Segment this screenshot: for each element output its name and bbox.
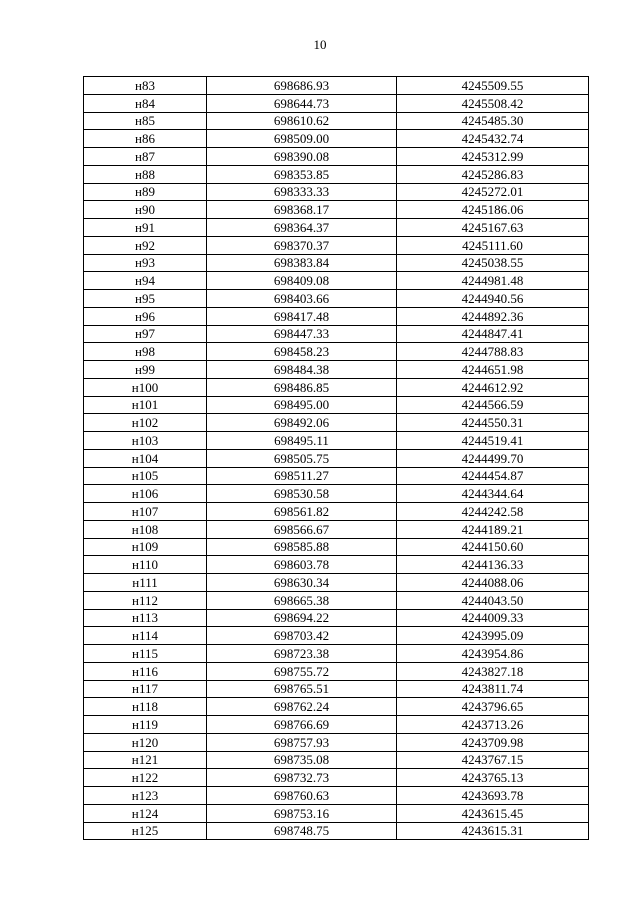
table-row [84,201,589,219]
x-coordinate-cell: 698748.75 [207,822,397,840]
coordinates-table [83,76,589,840]
point-name-cell: н120 [84,733,207,751]
table-row [84,94,589,112]
table-row [84,77,589,95]
y-coordinate-cell: 4244043.50 [397,591,589,609]
y-coordinate-cell: 4245508.42 [397,94,589,112]
y-coordinate-cell: 4244344.64 [397,485,589,503]
x-coordinate-cell: 698561.82 [207,503,397,521]
y-coordinate-cell: 4244566.59 [397,396,589,414]
point-name-cell: н92 [84,236,207,254]
x-coordinate-cell: 698458.23 [207,343,397,361]
y-coordinate-cell: 4243615.31 [397,822,589,840]
table-row [84,503,589,521]
y-coordinate-cell: 4243709.98 [397,733,589,751]
x-coordinate-cell: 698353.85 [207,165,397,183]
table-row [84,361,589,379]
table-row [84,272,589,290]
x-coordinate-cell: 698333.33 [207,183,397,201]
point-name-cell: н89 [84,183,207,201]
table-row [84,556,589,574]
table-row [84,130,589,148]
point-name-cell: н100 [84,378,207,396]
point-name-cell: н96 [84,307,207,325]
point-name-cell: н103 [84,432,207,450]
y-coordinate-cell: 4244499.70 [397,449,589,467]
y-coordinate-cell: 4244009.33 [397,609,589,627]
table-row [84,325,589,343]
point-name-cell: н99 [84,361,207,379]
table-row [84,627,589,645]
y-coordinate-cell: 4244189.21 [397,520,589,538]
y-coordinate-cell: 4245432.74 [397,130,589,148]
x-coordinate-cell: 698492.06 [207,414,397,432]
point-name-cell: н105 [84,467,207,485]
x-coordinate-cell: 698364.37 [207,219,397,237]
point-name-cell: н113 [84,609,207,627]
x-coordinate-cell: 698566.67 [207,520,397,538]
x-coordinate-cell: 698610.62 [207,112,397,130]
y-coordinate-cell: 4243811.74 [397,680,589,698]
point-name-cell: н119 [84,716,207,734]
point-name-cell: н90 [84,201,207,219]
y-coordinate-cell: 4244981.48 [397,272,589,290]
y-coordinate-cell: 4243767.15 [397,751,589,769]
y-coordinate-cell: 4244847.41 [397,325,589,343]
table-row [84,769,589,787]
table-row [84,378,589,396]
x-coordinate-cell: 698509.00 [207,130,397,148]
point-name-cell: н86 [84,130,207,148]
point-name-cell: н106 [84,485,207,503]
point-name-cell: н115 [84,645,207,663]
table-row [84,236,589,254]
coordinates-table-body [84,77,589,840]
y-coordinate-cell: 4244940.56 [397,290,589,308]
table-row [84,645,589,663]
point-name-cell: н123 [84,787,207,805]
y-coordinate-cell: 4244088.06 [397,574,589,592]
x-coordinate-cell: 698630.34 [207,574,397,592]
x-coordinate-cell: 698484.38 [207,361,397,379]
y-coordinate-cell: 4245167.63 [397,219,589,237]
point-name-cell: н125 [84,822,207,840]
table-row [84,290,589,308]
table-row [84,733,589,751]
y-coordinate-cell: 4243827.18 [397,662,589,680]
table-row [84,449,589,467]
x-coordinate-cell: 698753.16 [207,804,397,822]
point-name-cell: н102 [84,414,207,432]
point-name-cell: н98 [84,343,207,361]
x-coordinate-cell: 698409.08 [207,272,397,290]
y-coordinate-cell: 4244136.33 [397,556,589,574]
x-coordinate-cell: 698383.84 [207,254,397,272]
point-name-cell: н88 [84,165,207,183]
point-name-cell: н110 [84,556,207,574]
point-name-cell: н95 [84,290,207,308]
x-coordinate-cell: 698505.75 [207,449,397,467]
table-row [84,538,589,556]
x-coordinate-cell: 698486.85 [207,378,397,396]
table-row [84,485,589,503]
y-coordinate-cell: 4243796.65 [397,698,589,716]
table-row [84,414,589,432]
page-number: 10 [313,37,327,52]
y-coordinate-cell: 4244242.58 [397,503,589,521]
table-row [84,787,589,805]
y-coordinate-cell: 4244892.36 [397,307,589,325]
x-coordinate-cell: 698723.38 [207,645,397,663]
y-coordinate-cell: 4244612.92 [397,378,589,396]
table-row [84,574,589,592]
table-row [84,520,589,538]
x-coordinate-cell: 698368.17 [207,201,397,219]
x-coordinate-cell: 698686.93 [207,77,397,95]
x-coordinate-cell: 698766.69 [207,716,397,734]
x-coordinate-cell: 698403.66 [207,290,397,308]
table-row [84,112,589,130]
table-row [84,751,589,769]
table-row [84,662,589,680]
point-name-cell: н114 [84,627,207,645]
y-coordinate-cell: 4244454.87 [397,467,589,485]
x-coordinate-cell: 698757.93 [207,733,397,751]
y-coordinate-cell: 4245286.83 [397,165,589,183]
x-coordinate-cell: 698447.33 [207,325,397,343]
x-coordinate-cell: 698703.42 [207,627,397,645]
x-coordinate-cell: 698760.63 [207,787,397,805]
x-coordinate-cell: 698495.00 [207,396,397,414]
x-coordinate-cell: 698755.72 [207,662,397,680]
y-coordinate-cell: 4244150.60 [397,538,589,556]
point-name-cell: н122 [84,769,207,787]
y-coordinate-cell: 4243995.09 [397,627,589,645]
point-name-cell: н124 [84,804,207,822]
x-coordinate-cell: 698665.38 [207,591,397,609]
y-coordinate-cell: 4243765.13 [397,769,589,787]
point-name-cell: н94 [84,272,207,290]
point-name-cell: н104 [84,449,207,467]
y-coordinate-cell: 4245485.30 [397,112,589,130]
table-row [84,680,589,698]
table-row [84,804,589,822]
y-coordinate-cell: 4243615.45 [397,804,589,822]
y-coordinate-cell: 4244788.83 [397,343,589,361]
y-coordinate-cell: 4245038.55 [397,254,589,272]
x-coordinate-cell: 698417.48 [207,307,397,325]
x-coordinate-cell: 698603.78 [207,556,397,574]
point-name-cell: н84 [84,94,207,112]
table-row [84,432,589,450]
x-coordinate-cell: 698585.88 [207,538,397,556]
x-coordinate-cell: 698644.73 [207,94,397,112]
y-coordinate-cell: 4244519.41 [397,432,589,450]
y-coordinate-cell: 4245272.01 [397,183,589,201]
table-row [84,591,589,609]
x-coordinate-cell: 698495.11 [207,432,397,450]
point-name-cell: н111 [84,574,207,592]
x-coordinate-cell: 698762.24 [207,698,397,716]
point-name-cell: н87 [84,148,207,166]
y-coordinate-cell: 4243713.26 [397,716,589,734]
x-coordinate-cell: 698370.37 [207,236,397,254]
table-row [84,396,589,414]
x-coordinate-cell: 698694.22 [207,609,397,627]
point-name-cell: н93 [84,254,207,272]
table-row [84,609,589,627]
point-name-cell: н116 [84,662,207,680]
table-row [84,148,589,166]
y-coordinate-cell: 4244651.98 [397,361,589,379]
table-row [84,343,589,361]
point-name-cell: н83 [84,77,207,95]
x-coordinate-cell: 698511.27 [207,467,397,485]
table-row [84,467,589,485]
x-coordinate-cell: 698735.08 [207,751,397,769]
table-row [84,219,589,237]
point-name-cell: н109 [84,538,207,556]
y-coordinate-cell: 4245111.60 [397,236,589,254]
y-coordinate-cell: 4243693.78 [397,787,589,805]
point-name-cell: н112 [84,591,207,609]
point-name-cell: н118 [84,698,207,716]
point-name-cell: н121 [84,751,207,769]
table-row [84,716,589,734]
table-row [84,183,589,201]
y-coordinate-cell: 4244550.31 [397,414,589,432]
table-row [84,254,589,272]
y-coordinate-cell: 4245186.06 [397,201,589,219]
point-name-cell: н107 [84,503,207,521]
table-row [84,698,589,716]
y-coordinate-cell: 4245312.99 [397,148,589,166]
point-name-cell: н101 [84,396,207,414]
point-name-cell: н97 [84,325,207,343]
table-row [84,307,589,325]
y-coordinate-cell: 4243954.86 [397,645,589,663]
point-name-cell: н91 [84,219,207,237]
y-coordinate-cell: 4245509.55 [397,77,589,95]
x-coordinate-cell: 698765.51 [207,680,397,698]
point-name-cell: н85 [84,112,207,130]
point-name-cell: н108 [84,520,207,538]
x-coordinate-cell: 698390.08 [207,148,397,166]
x-coordinate-cell: 698732.73 [207,769,397,787]
x-coordinate-cell: 698530.58 [207,485,397,503]
point-name-cell: н117 [84,680,207,698]
table-row [84,822,589,840]
table-row [84,165,589,183]
